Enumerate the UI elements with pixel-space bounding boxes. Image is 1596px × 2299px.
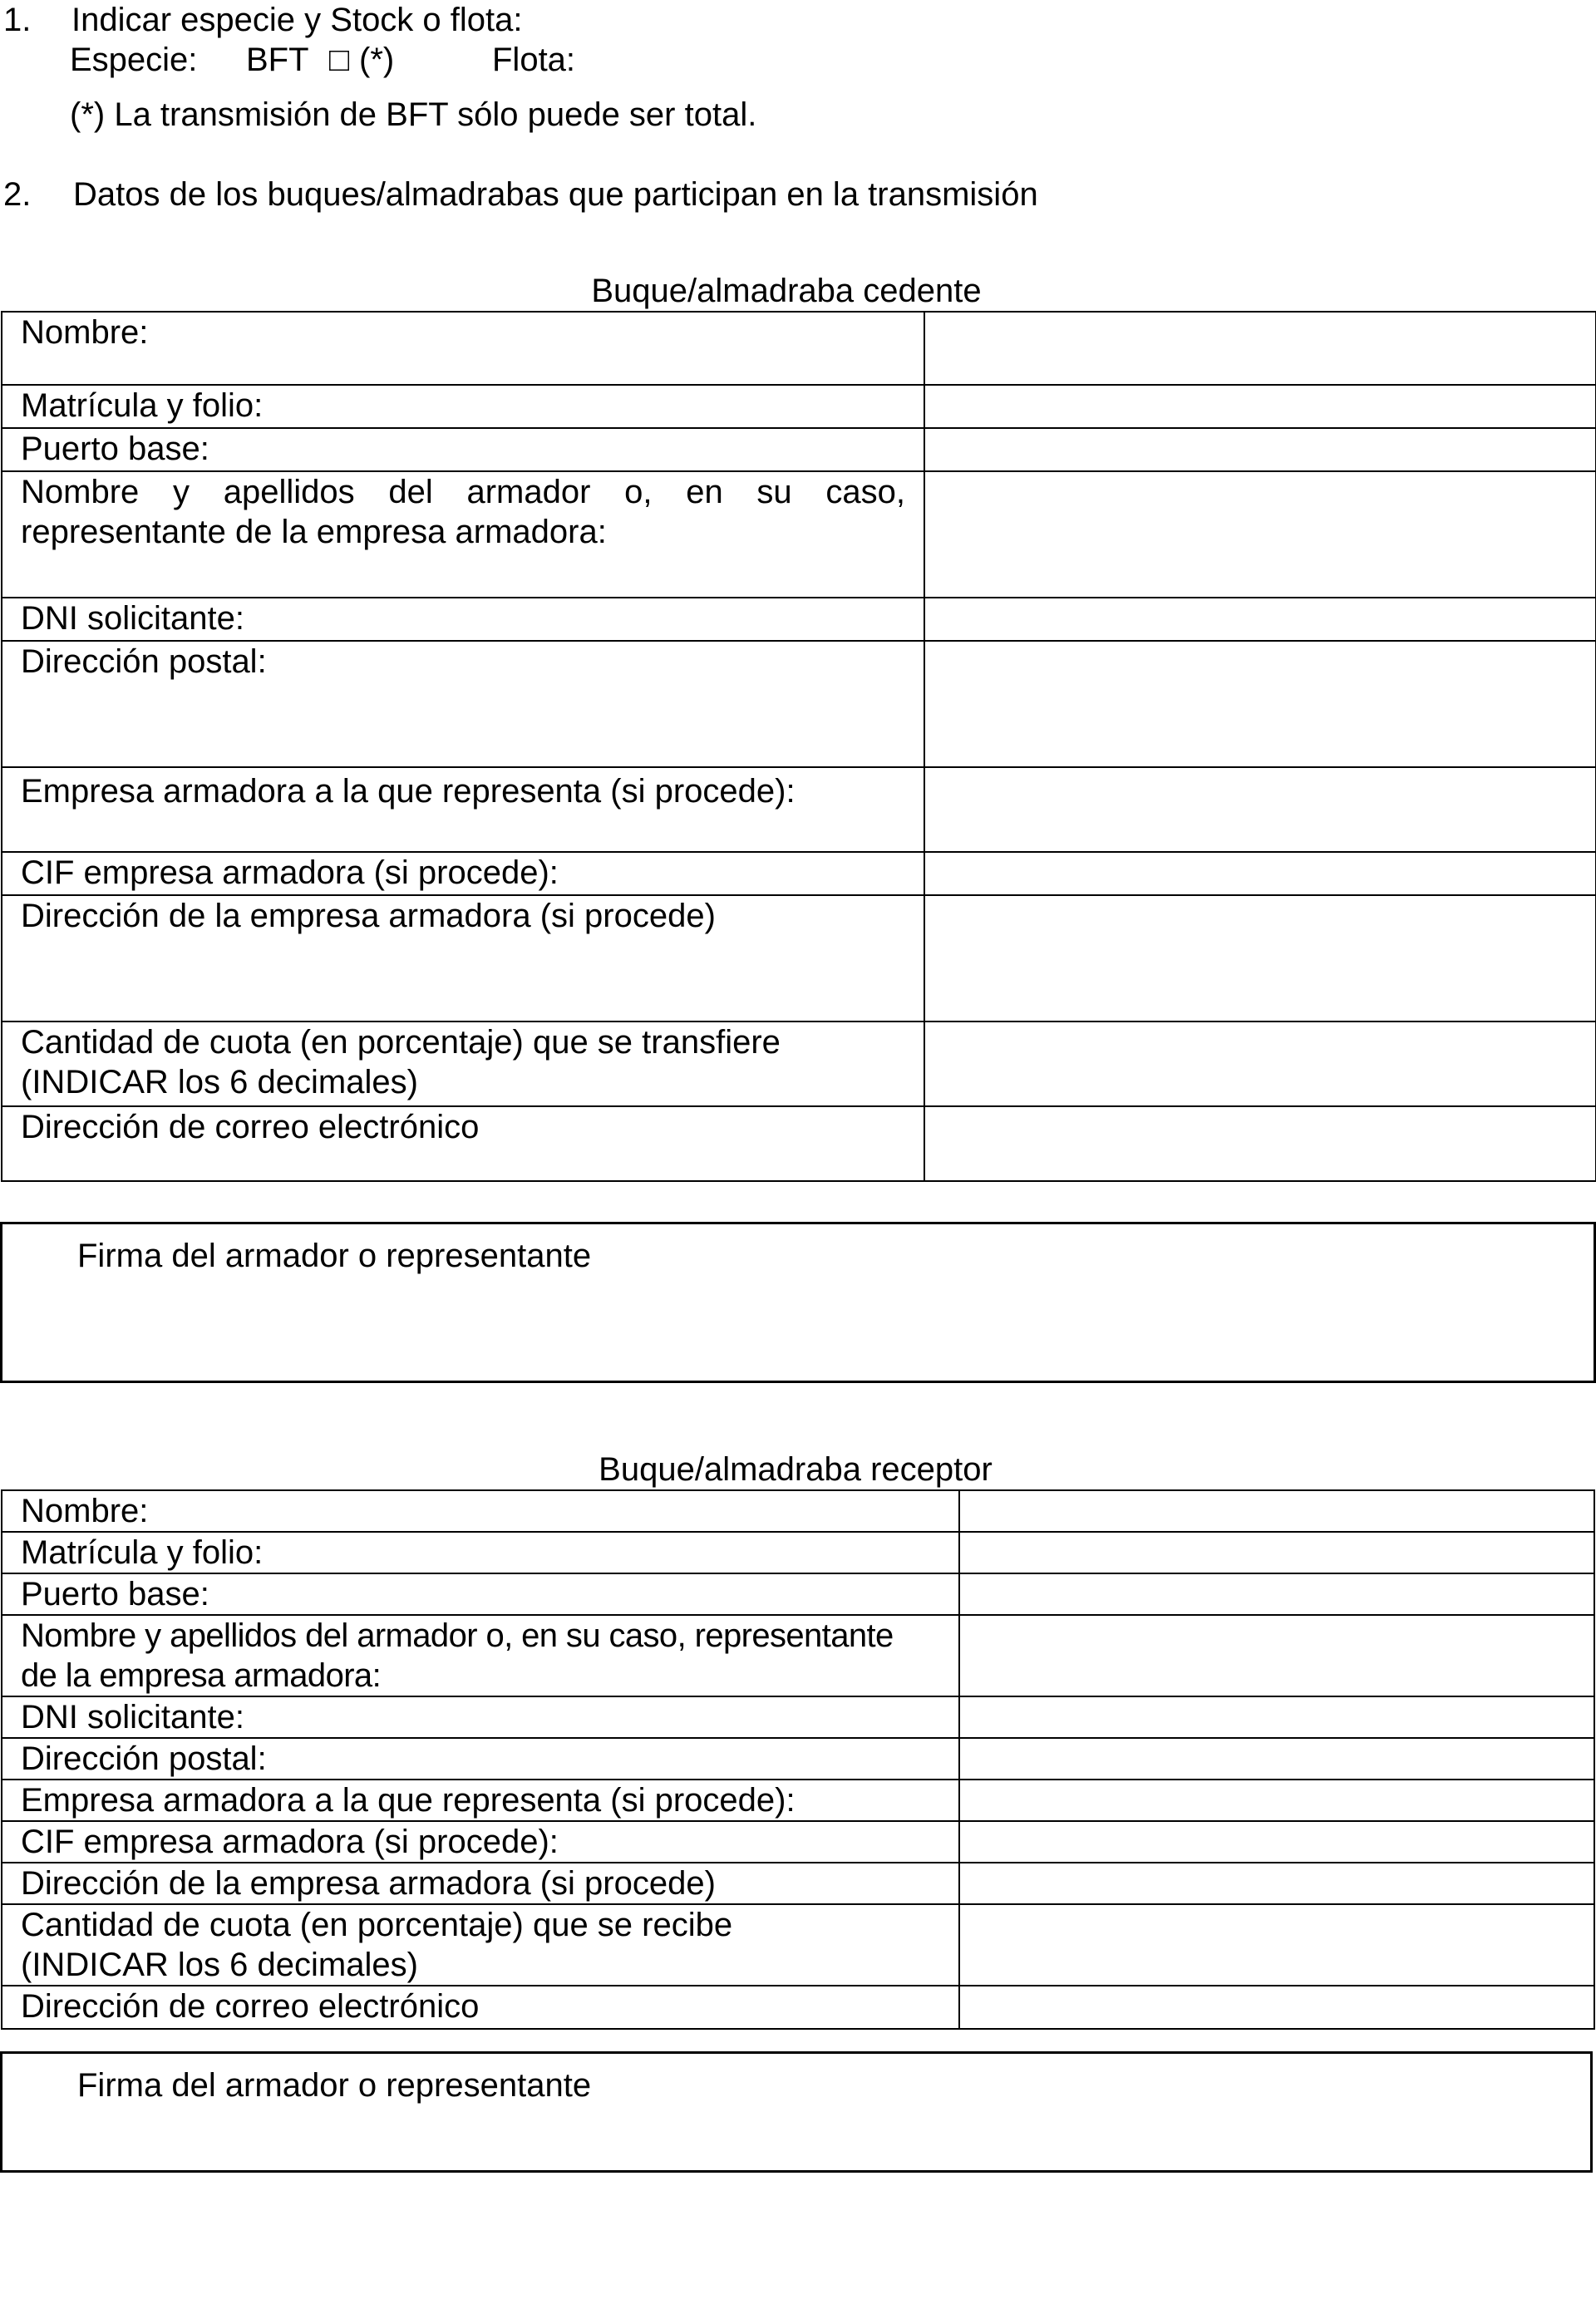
receptor-field-armador[interactable]: [959, 1615, 1594, 1696]
cedente-caption: Buque/almadraba cedente: [591, 273, 982, 309]
cedente-label-cuota-line1: Cantidad de cuota (en porcentaje) que se transfiere: [21, 1024, 781, 1061]
receptor-label-armador: [2, 1615, 959, 1696]
receptor-label-cuota-line2: (INDICAR los 6 decimales): [21, 1947, 418, 1983]
receptor-label-direccion: Dirección postal:: [2, 1738, 959, 1780]
receptor-caption: Buque/almadraba receptor: [598, 1451, 993, 1488]
bft-label: BFT: [246, 42, 309, 78]
cedente-label-matricula: Matrícula y folio:: [2, 385, 924, 428]
flota-label: Flota:: [492, 42, 576, 78]
receptor-label-dni: DNI solicitante:: [2, 1696, 959, 1738]
section2-number: 2.: [3, 176, 32, 213]
section1-title: Indicar especie y Stock o flota:: [71, 2, 523, 38]
receptor-label-armador-line2: de la empresa armadora:: [21, 1657, 382, 1694]
cedente-signature-label: Firma del armador o representante: [77, 1238, 592, 1274]
cedente-field-email[interactable]: [924, 1106, 1596, 1181]
cedente-label-direccion-empresa: Dirección de la empresa armadora (si procede): [2, 895, 924, 1022]
receptor-signature-label: Firma del armador o representante: [77, 2067, 592, 2104]
receptor-table: [1, 1489, 1595, 2030]
receptor-field-empresa[interactable]: [959, 1780, 1594, 1821]
receptor-field-cuota[interactable]: [959, 1904, 1594, 1986]
cedente-label-cif: CIF empresa armadora (si procede):: [2, 852, 924, 895]
receptor-label-armador-line1: Nombre y apellidos del armador o, en su caso, representante: [21, 1617, 894, 1654]
cedente-label-puerto: Puerto base:: [2, 428, 924, 471]
receptor-label-cif: CIF empresa armadora (si procede):: [2, 1821, 959, 1863]
receptor-field-matricula[interactable]: [959, 1532, 1594, 1573]
receptor-field-direccion-empresa[interactable]: [959, 1863, 1594, 1904]
cedente-field-cuota[interactable]: [924, 1022, 1596, 1106]
cedente-table: [1, 311, 1596, 1182]
cedente-label-cuota-line2: (INDICAR los 6 decimales): [21, 1064, 418, 1100]
bft-checkbox-icon[interactable]: □: [329, 42, 350, 78]
receptor-signature-box[interactable]: [0, 2051, 1593, 2173]
section1-number: 1.: [3, 2, 32, 38]
bft-asterisk: (*): [359, 42, 395, 78]
cedente-label-nombre: Nombre:: [2, 312, 924, 385]
cedente-field-cif[interactable]: [924, 852, 1596, 895]
cedente-field-direccion-empresa[interactable]: [924, 895, 1596, 1022]
especie-label: Especie:: [70, 42, 198, 78]
receptor-field-dni[interactable]: [959, 1696, 1594, 1738]
cedente-field-nombre[interactable]: [924, 312, 1596, 385]
receptor-field-email[interactable]: [959, 1986, 1594, 2029]
receptor-field-puerto[interactable]: [959, 1573, 1594, 1615]
cedente-field-matricula[interactable]: [924, 385, 1596, 428]
cedente-label-dni: DNI solicitante:: [2, 598, 924, 641]
cedente-label-direccion: Dirección postal:: [2, 641, 924, 767]
receptor-label-puerto: Puerto base:: [2, 1573, 959, 1615]
receptor-label-cuota: [2, 1904, 959, 1986]
section2-title: Datos de los buques/almadrabas que participan en la transmisión: [73, 176, 1038, 213]
cedente-field-armador[interactable]: [924, 471, 1596, 598]
cedente-field-dni[interactable]: [924, 598, 1596, 641]
cedente-field-empresa[interactable]: [924, 767, 1596, 852]
receptor-field-cif[interactable]: [959, 1821, 1594, 1863]
bft-note: (*) La transmisión de BFT sólo puede ser total.: [70, 96, 757, 133]
receptor-label-direccion-empresa: Dirección de la empresa armadora (si procede): [2, 1863, 959, 1904]
receptor-field-nombre[interactable]: [959, 1490, 1594, 1532]
cedente-field-direccion[interactable]: [924, 641, 1596, 767]
cedente-label-email: Dirección de correo electrónico: [2, 1106, 924, 1181]
receptor-label-matricula: Matrícula y folio:: [2, 1532, 959, 1573]
cedente-label-cuota: [2, 1022, 924, 1106]
receptor-label-nombre: Nombre:: [2, 1490, 959, 1532]
receptor-label-cuota-line1: Cantidad de cuota (en porcentaje) que se recibe: [21, 1907, 733, 1943]
receptor-label-email: Dirección de correo electrónico: [2, 1986, 959, 2029]
cedente-field-puerto[interactable]: [924, 428, 1596, 471]
receptor-label-empresa: Empresa armadora a la que representa (si procede):: [2, 1780, 959, 1821]
cedente-label-armador: Nombre y apellidos del armador o, en su caso, representante de la empresa armadora:: [2, 471, 924, 598]
cedente-label-empresa: Empresa armadora a la que representa (si procede):: [2, 767, 924, 852]
receptor-field-direccion[interactable]: [959, 1738, 1594, 1780]
cedente-signature-box[interactable]: [0, 1222, 1596, 1383]
